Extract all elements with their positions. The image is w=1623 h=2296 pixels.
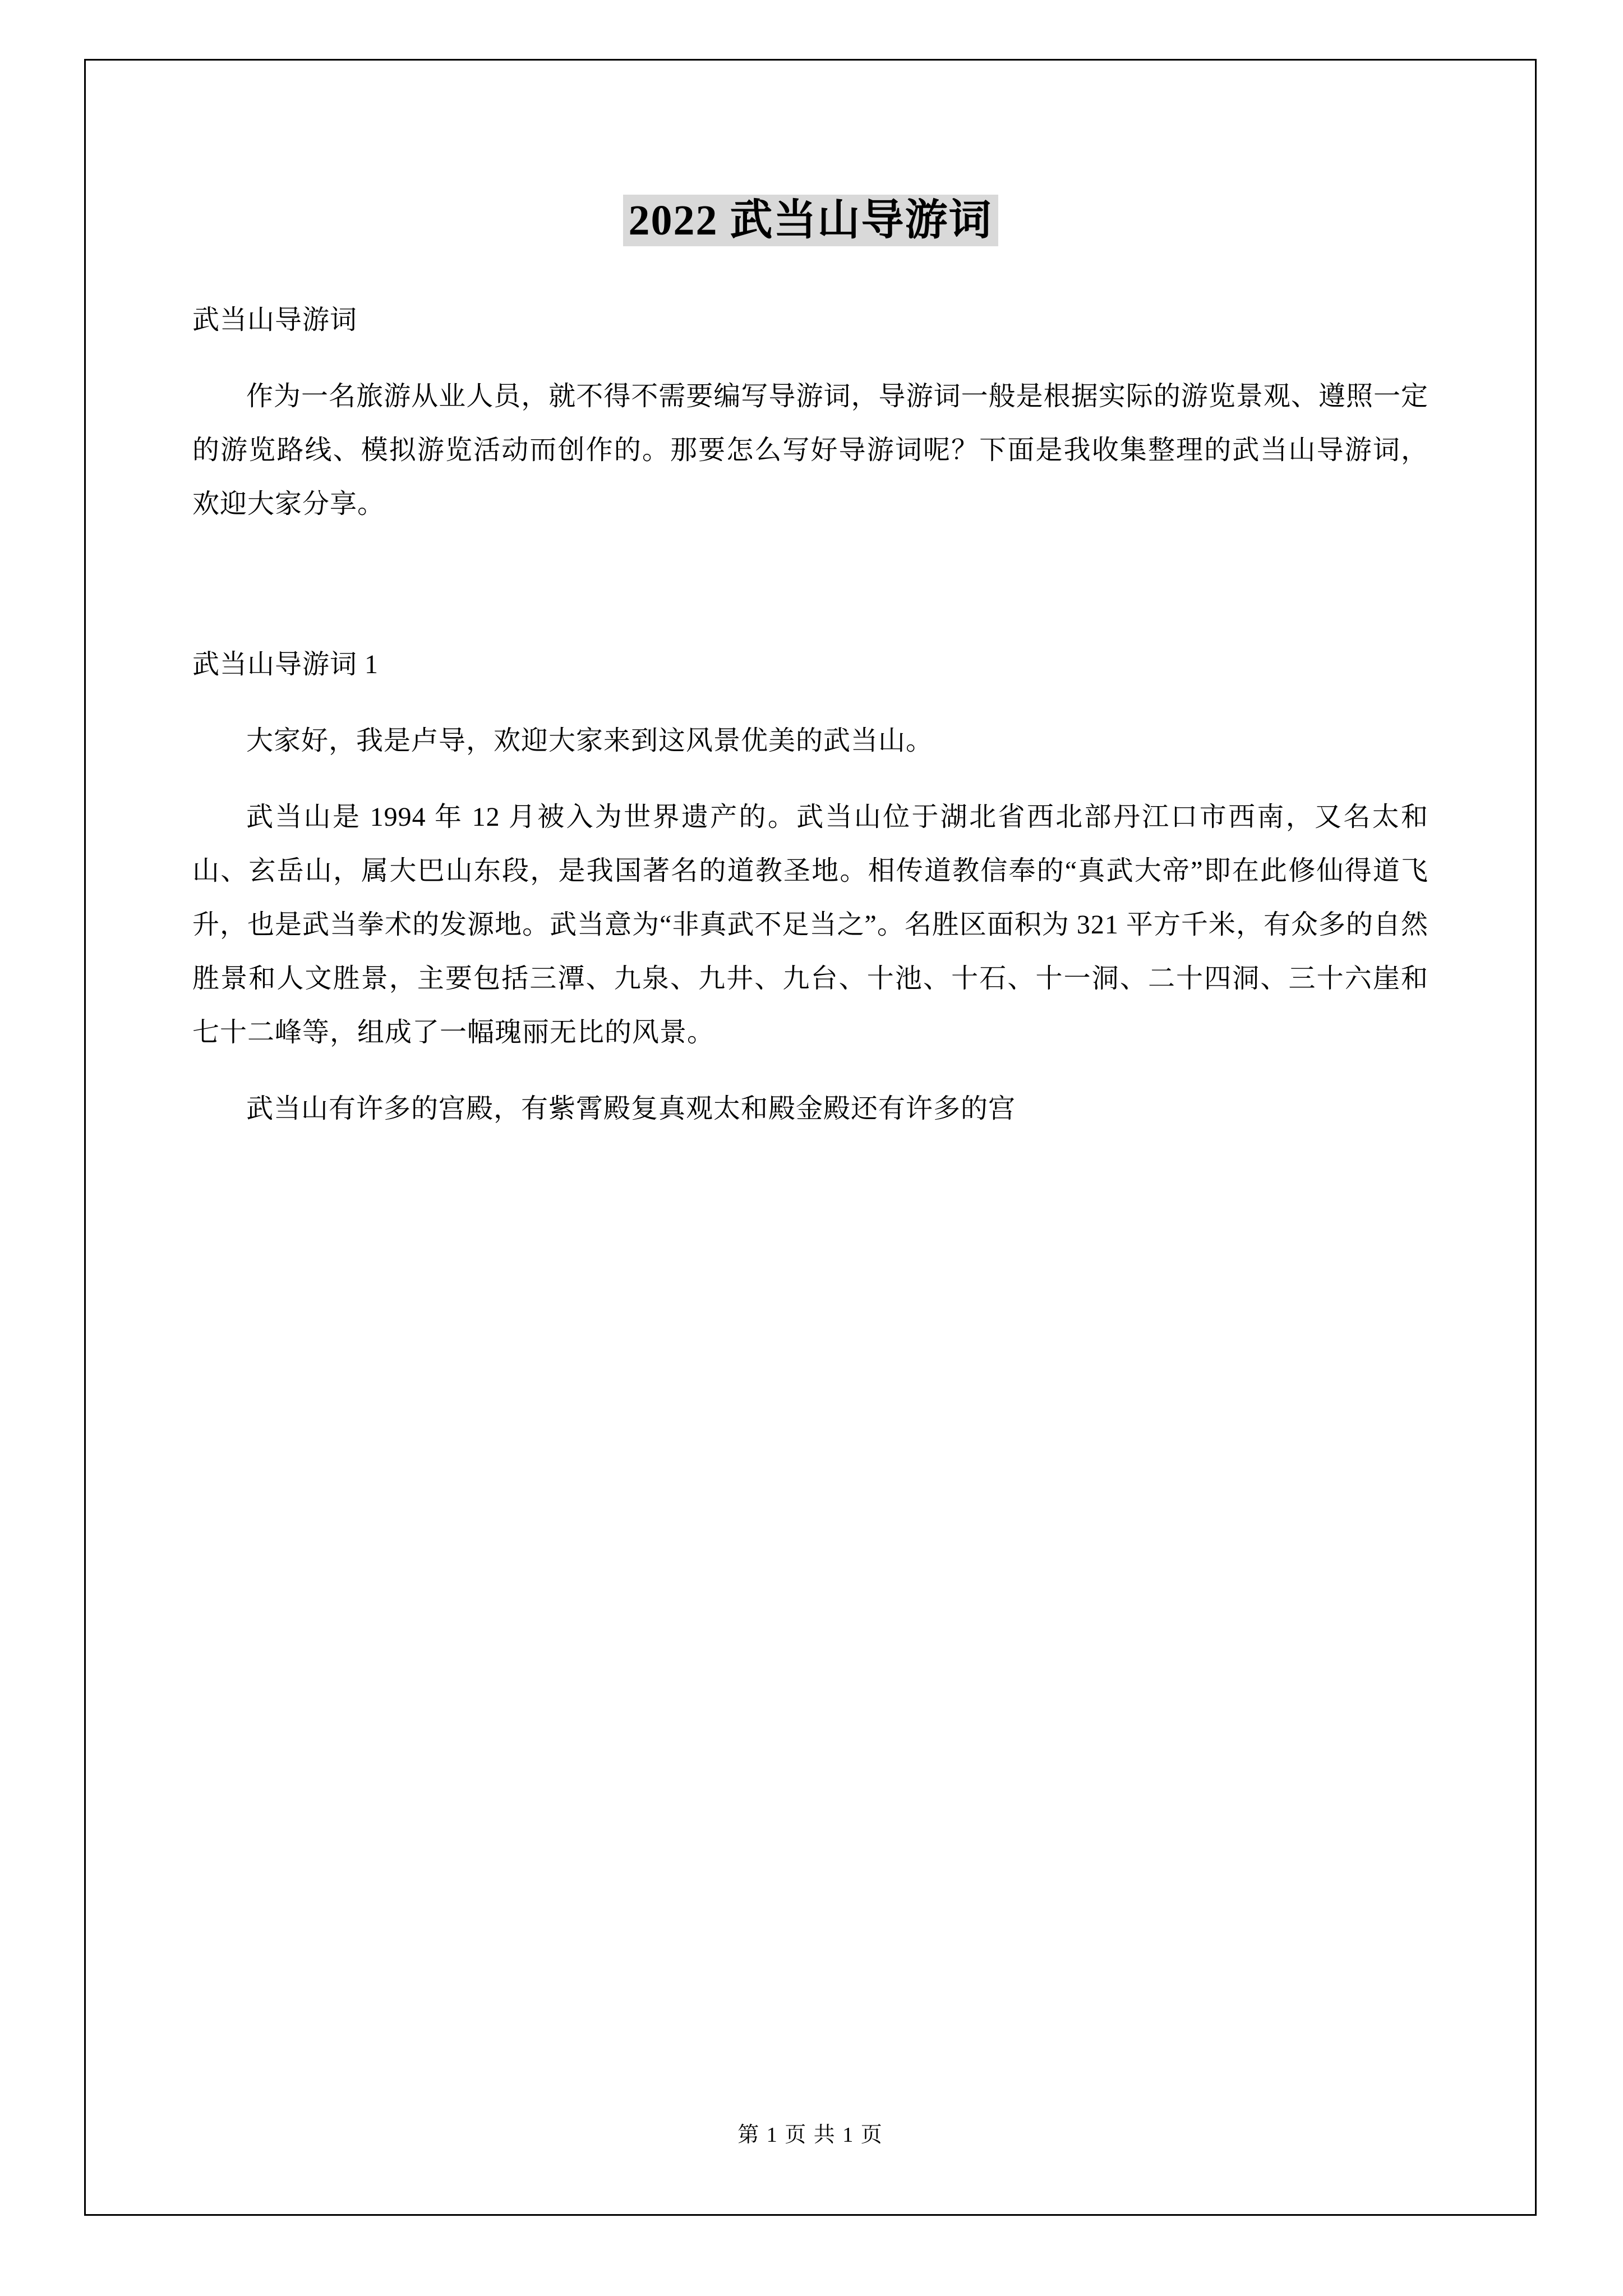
heading-line: 武当山导游词 — [192, 305, 358, 335]
document-page — [84, 59, 1537, 2216]
overview-paragraph: 武当山是 1994 年 12 月被入为世界遗产的。武当山位于湖北省西北部丹江口市西南，又名太和山、玄岳山，属大巴山东段，是我国著名的道教圣地。相传道教信奉的“真武大帝”即在此修仙得道飞升，也是武当拳术的发源地。武当意为“非真武不足当之”。名胜区面积为 321 平方千米，有众多的自然胜景和人文胜景，主要包括三潭、九泉、九井、九台、十池、十石、十一洞、二十四洞、三十六崖和七十二峰等，组成了一幅瑰丽无比的风景。 — [192, 802, 1428, 1048]
page-content — [192, 145, 1428, 2147]
greeting-paragraph: 大家好，我是卢导，欢迎大家来到这风景优美的武当山。 — [246, 726, 934, 756]
section-heading-1: 武当山导游词 1 — [192, 650, 379, 680]
intro-paragraph: 作为一名旅游从业人员，就不得不需要编写导游词，导游词一般是根据实际的游览景观、遵照一定的游览路线、模拟游览活动而创作的。那要怎么写好导游词呢？下面是我收集整理的武当山导游词，欢迎大家分享。 — [192, 381, 1428, 519]
page-title — [192, 195, 1428, 246]
palaces-paragraph: 武当山有许多的宫殿，有紫霄殿复真观太和殿金殿还有许多的宫 — [246, 1094, 1016, 1124]
page-title-text: 2022 武当山导游词 — [623, 195, 998, 246]
page-footer: 第 1 页 共 1 页 — [737, 2123, 883, 2147]
